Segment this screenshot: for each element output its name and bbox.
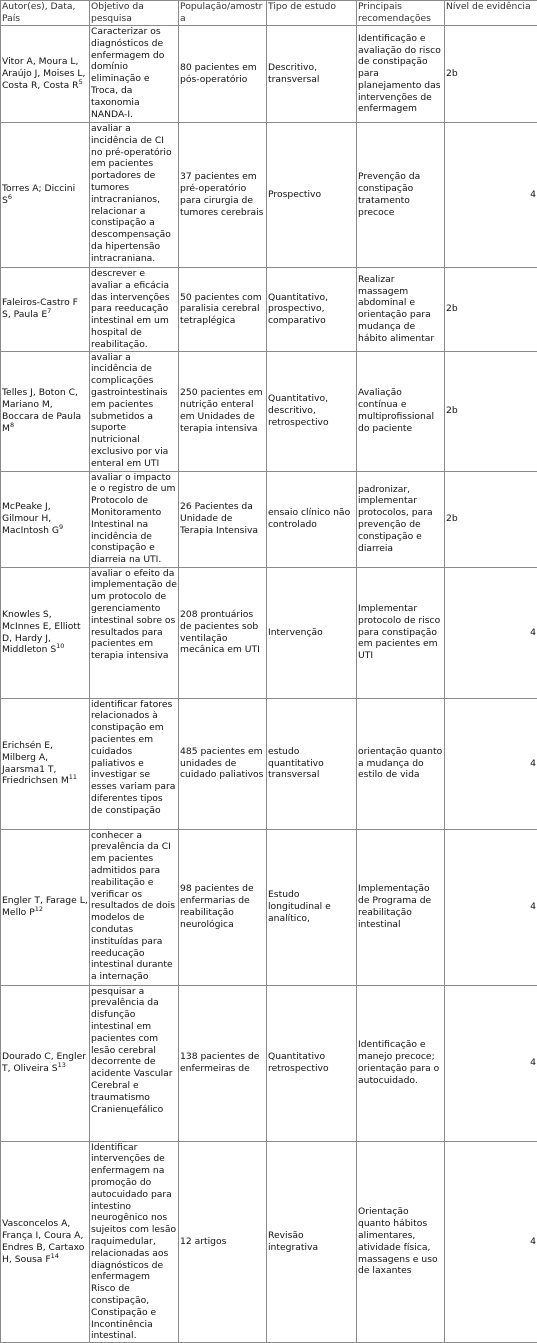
header-recommendations: Principais recomendações: [357, 1, 445, 26]
reference-number: 7: [47, 307, 51, 315]
table-row: [1, 567, 537, 698]
header-objective: Objetivo da pesquisa: [90, 1, 179, 26]
recommendation-cell: orientação quanto a mudança do estilo de vida: [357, 698, 445, 829]
evidence-level-cell: 2b: [445, 26, 537, 123]
evidence-level-cell: 4: [445, 698, 537, 829]
table-row: [1, 26, 537, 123]
study-type-cell: Prospectivo: [267, 123, 357, 268]
study-type-cell: Quantitativo, prospectivo, comparativo: [267, 268, 357, 352]
evidence-level-cell: 4: [445, 1141, 537, 1343]
evidence-level-cell: 4: [445, 829, 537, 985]
table-row: [1, 471, 537, 567]
author-cell: [1, 123, 90, 268]
recommendation-cell: Prevenção da constipação tratamento precoce: [357, 123, 445, 268]
reference-number: 6: [8, 193, 12, 201]
header-population: População/amostra: [179, 1, 267, 26]
evidence-level-cell: 4: [445, 985, 537, 1141]
author-text: Erichsén E, Milberg A, Jaarsma1 T, Friedrichsen M: [2, 740, 69, 786]
objective-cell: Identificar intervenções de enfermagem na promoção do autocuidado para intestino neurogênico nos sujeitos com lesão raquimedular, relacionadas aos diagnósticos de enfermagem Risco de constipação, Constipação e Incontinência intestinal.: [90, 1141, 179, 1343]
table-row: [1, 268, 537, 352]
study-type-cell: Intervenção: [267, 567, 357, 698]
population-cell: 26 Pacientes da Unidade de Terapia Intensiva: [179, 471, 267, 567]
population-cell: 138 pacientes de enfermeiras de: [179, 985, 267, 1141]
header-study-type: Tipo de estudo: [267, 1, 357, 26]
table-row: [1, 985, 537, 1141]
table-row: [1, 351, 537, 471]
author-text: Knowles S, McInnes E, Elliott D, Hardy J, Middleton S: [2, 609, 81, 655]
author-cell: [1, 471, 90, 567]
objective-cell: Caracterizar os diagnósticos de enfermagem do domínio eliminação e Troca, da taxonomia NANDA-I.: [90, 26, 179, 123]
population-cell: 12 artigos: [179, 1141, 267, 1343]
author-text: Torres A; Diccini S: [2, 183, 75, 206]
author-text: Vitor A, Moura L, Araújo J, Moises L, Costa R, Costa R: [2, 56, 85, 91]
header-author: Autor(es), Data, País: [1, 1, 90, 26]
recommendation-cell: Implementação de Programa de reabilitação intestinal: [357, 829, 445, 985]
objective-cell: avaliar o efeito da implementação de um protocolo de gerenciamento intestinal sobre os resultados para pacientes em terapia intensiva: [90, 567, 179, 698]
objective-cell: avaliar a incidência de complicações gastrointestinais em pacientes submetidos a suporte nutricional exclusivo por via enteral em UTI: [90, 351, 179, 471]
population-cell: 80 pacientes em pós-operatório: [179, 26, 267, 123]
header-evidence-level: Nível de evidência: [445, 1, 537, 26]
author-cell: [1, 268, 90, 352]
objective-cell: identificar fatores relacionados à constipação em pacientes em cuidados paliativos e investigar se esses variam para diferentes tipos de constipação: [90, 698, 179, 829]
author-text: Telles J, Boton C, Mariano M, Boccara de Paula M: [2, 387, 81, 433]
recommendation-cell: Identificação e manejo precoce; orientação para o autocuidado.: [357, 985, 445, 1141]
author-cell: [1, 985, 90, 1141]
objective-cell: conhecer a prevalência da CI em pacientes admitidos para reabilitação e verificar os resultados de dois modelos de condutas instituídas para reeducação intestinal durante a internação: [90, 829, 179, 985]
study-type-cell: estudo quantitativo transversal: [267, 698, 357, 829]
study-type-cell: Descritivo, transversal: [267, 26, 357, 123]
recommendation-cell: Implementar protocolo de risco para constipação em pacientes em UTI: [357, 567, 445, 698]
reference-number: 13: [58, 1061, 66, 1069]
table-row: [1, 123, 537, 268]
author-cell: [1, 351, 90, 471]
author-text: Vasconcelos A, França I, Coura A, Endres B, Cartaxo H, Sousa F: [2, 1218, 84, 1264]
reference-number: 14: [51, 1252, 59, 1260]
table-row: [1, 698, 537, 829]
population-cell: 250 pacientes em nutrição enteral em Unidades de terapia intensiva: [179, 351, 267, 471]
objective-cell: descrever e avaliar a eficácia das intervenções para reeducação intestinal em um hospital de reabilitação.: [90, 268, 179, 352]
recommendation-cell: Realizar massagem abdominal e orientação para mudança de hábito alimentar: [357, 268, 445, 352]
reference-number: 10: [56, 642, 64, 650]
author-text: Dourado C, Engler T, Oliveira S: [2, 1051, 86, 1074]
reference-number: 9: [59, 523, 63, 531]
table-row: [1, 829, 537, 985]
population-cell: 208 prontuários de pacientes sob ventilação mecânica em UTI: [179, 567, 267, 698]
recommendation-cell: Avaliação contínua e multiprofissional do paciente: [357, 351, 445, 471]
evidence-level-cell: 4: [445, 123, 537, 268]
header-row: [1, 1, 537, 26]
recommendation-cell: padronizar, implementar protocolos, para prevenção de constipação e diarreia: [357, 471, 445, 567]
objective-cell: avaliar o impacto e o registro de um Protocolo de Monitoramento Intestinal na incidência de constipação e diarreia na UTI.: [90, 471, 179, 567]
author-cell: [1, 1141, 90, 1343]
study-type-cell: Quantitativo, descritivo, retrospectivo: [267, 351, 357, 471]
author-cell: [1, 698, 90, 829]
reference-number: 5: [79, 78, 83, 86]
author-text: McPeake J, Gilmour H, MacIntosh G: [2, 501, 59, 536]
author-text: Faleiros-Castro F S, Paula E: [2, 297, 78, 320]
study-type-cell: Quantitativo retrospectivo: [267, 985, 357, 1141]
reference-number: 11: [69, 773, 77, 781]
table-row: [1, 1141, 537, 1343]
study-type-cell: Estudo longitudinal e analítico,: [267, 829, 357, 985]
population-cell: 37 pacientes em pré-operatório para cirurgia de tumores cerebrais: [179, 123, 267, 268]
reference-number: 8: [10, 421, 14, 429]
author-cell: [1, 26, 90, 123]
recommendation-cell: Identificação e avaliação do risco de constipação para planejamento das intervenções de enfermagem: [357, 26, 445, 123]
author-text: Engler T, Farage L, Mello P: [2, 895, 88, 918]
recommendation-cell: Orientação quanto hábitos alimentares, atividade física, massagens e uso de laxantes: [357, 1141, 445, 1343]
evidence-level-cell: 2b: [445, 351, 537, 471]
evidence-level-cell: 2b: [445, 268, 537, 352]
evidence-level-cell: 2b: [445, 471, 537, 567]
author-cell: [1, 567, 90, 698]
population-cell: 50 pacientes com paralisia cerebral tetraplégica: [179, 268, 267, 352]
evidence-level-cell: 4: [445, 567, 537, 698]
study-type-cell: ensaio clínico não controlado: [267, 471, 357, 567]
reference-number: 12: [35, 905, 43, 913]
objective-cell: avaliar a incidência de CI no pré-operatório em pacientes portadores de tumores intracranianos, relacionar a constipação a descompensação da hipertensão intracraniana.: [90, 123, 179, 268]
population-cell: 98 pacientes de enfermarias de reabilitação neurológica: [179, 829, 267, 985]
study-type-cell: Revisão integrativa: [267, 1141, 357, 1343]
author-cell: [1, 829, 90, 985]
population-cell: 485 pacientes em unidades de cuidado paliativos: [179, 698, 267, 829]
objective-cell: pesquisar a prevalência da disfunção intestinal em pacientes com lesão cerebral decorrente de acidente Vascular Cerebral e traumatismo Cranienцefálico: [90, 985, 179, 1141]
